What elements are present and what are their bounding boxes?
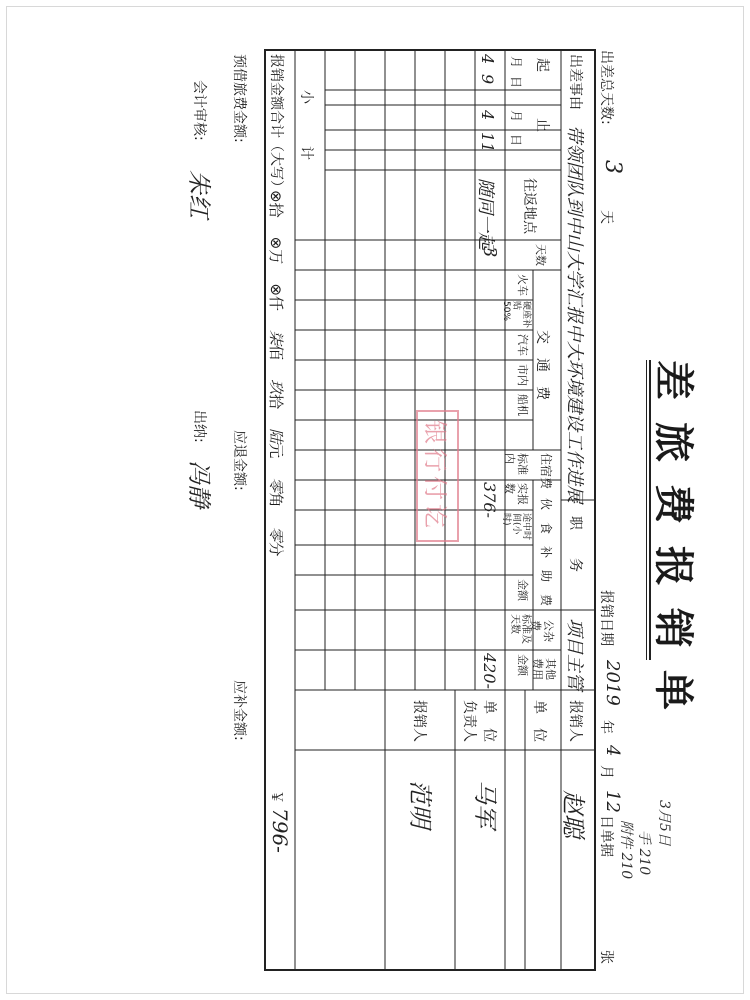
std-in-label: 标准内 xyxy=(503,453,529,475)
std-days-label: 标准及天数 xyxy=(509,614,531,644)
row-route: 随同一起 xyxy=(475,178,496,250)
actual-label: 实报数 xyxy=(503,483,529,505)
end-label: 止 xyxy=(534,118,550,132)
digit-unit-0: 拾 xyxy=(267,202,285,218)
amount-label: 金额 xyxy=(516,654,529,676)
end-day-label: 日 xyxy=(509,134,523,147)
cashier-label: 出纳: xyxy=(191,410,207,443)
digit-1: ⊗ xyxy=(267,236,285,250)
digit-unit-5: 元 xyxy=(267,443,285,459)
unit-label: 单 位 xyxy=(531,700,547,742)
unit-head-sign: 马军 xyxy=(471,780,499,828)
lodging-label: 住宿费 xyxy=(539,453,553,490)
refund-label: 应退金额: xyxy=(231,430,247,491)
report-date-label: 报销日期 xyxy=(598,590,614,646)
ship-label: 船机 xyxy=(516,394,529,416)
sheets-unit: 张 xyxy=(598,950,614,964)
reporter-label: 报销人 xyxy=(567,700,583,742)
travel-time-label: 途中时间(小时) xyxy=(501,513,531,541)
transport-label: 交 通 费 xyxy=(534,330,550,400)
row-meal-amount: 420- xyxy=(480,653,499,689)
start-label: 起 xyxy=(534,58,550,72)
expense-form xyxy=(145,30,705,990)
reporter-label-2: 报销人 xyxy=(411,700,427,742)
unit-head-label: 单 位负责人 xyxy=(461,700,497,742)
subtotal-label: 小 计 xyxy=(298,90,314,160)
row-start-month: 4 xyxy=(478,54,497,65)
reporter-value: 赵聪 xyxy=(559,790,587,838)
end-month-label: 月 xyxy=(509,110,523,123)
reason-label: 出差事由 xyxy=(567,54,583,110)
total-days-value: 3 xyxy=(600,160,625,174)
digit-unit-3: 佰 xyxy=(267,345,285,361)
position-label: 职 务 xyxy=(567,516,583,572)
day-unit: 日单据 xyxy=(598,815,614,857)
side-note-2: 手 210 xyxy=(636,830,652,876)
start-month-label: 月 xyxy=(509,56,523,69)
report-month: 4 xyxy=(602,745,623,757)
paid-stamp: 银行付讫 xyxy=(416,410,459,542)
days-label: 天数 xyxy=(534,244,547,266)
digit-unit-6: 角 xyxy=(267,492,285,508)
total-label: 报销金额合计（大写） xyxy=(268,54,284,194)
auditor-label: 会计审核: xyxy=(191,80,207,141)
report-year: 2019 xyxy=(602,660,623,706)
supplement-label: 应补金额: xyxy=(231,680,247,741)
form-title: 差旅费报销单 xyxy=(650,360,696,732)
hard-seat-label: 硬座补贴50% xyxy=(501,301,531,329)
meal-label: 伙 食 补 助 费 xyxy=(539,498,553,607)
cashier-sign: 冯静 xyxy=(185,460,213,508)
total-days-label: 出差总天数: xyxy=(598,50,614,125)
row-days: 3 xyxy=(479,246,500,258)
digit-unit-4: 拾 xyxy=(267,394,285,410)
row-start-day: 9 xyxy=(478,74,497,85)
reason-value: 带领团队到中山大学汇报中大环境建设工作进展 xyxy=(564,125,585,503)
other-label: 其他费用 xyxy=(531,658,557,680)
meal-amount-label: 金额 xyxy=(516,579,529,601)
digit-3: 柒 xyxy=(267,330,285,346)
report-day: 12 xyxy=(602,790,623,813)
train-label: 火车 xyxy=(516,274,529,296)
row-end-day: 11 xyxy=(478,132,497,153)
city-label: 市内 xyxy=(516,364,529,386)
digit-4: 玖 xyxy=(267,379,285,395)
bus-label: 汽车 xyxy=(516,334,529,356)
row-lodging-actual: 376- xyxy=(480,482,499,518)
advance-label: 预借旅费金额: xyxy=(231,54,247,143)
position-value: 项目主管 xyxy=(564,618,585,690)
digit-5: 陆 xyxy=(267,428,285,444)
total-amount: 796- xyxy=(268,808,292,853)
side-note-1: 3月5日 xyxy=(656,800,672,846)
days-unit: 天 xyxy=(598,210,614,224)
auditor-sign: 朱红 xyxy=(185,170,213,218)
side-note-3: 附件 210 xyxy=(618,820,634,880)
currency-label: ￥ xyxy=(268,790,284,804)
digit-unit-2: 仟 xyxy=(267,295,285,311)
digit-2: ⊗ xyxy=(267,283,285,296)
route-label: 往返地点 xyxy=(521,178,537,234)
misc-label: 公杂费 xyxy=(529,620,555,642)
digit-7: 零 xyxy=(267,526,285,542)
start-day-label: 日 xyxy=(509,76,523,89)
digit-6: 零 xyxy=(267,477,285,493)
reporter-sign: 范明 xyxy=(406,780,434,828)
total-digits xyxy=(266,190,287,556)
row-end-month: 4 xyxy=(478,110,497,121)
year-unit: 年 xyxy=(598,720,614,734)
digit-0: ⊗ xyxy=(267,190,285,203)
digit-unit-1: 万 xyxy=(267,249,285,265)
month-unit: 月 xyxy=(598,765,614,779)
digit-unit-7: 分 xyxy=(267,541,285,557)
